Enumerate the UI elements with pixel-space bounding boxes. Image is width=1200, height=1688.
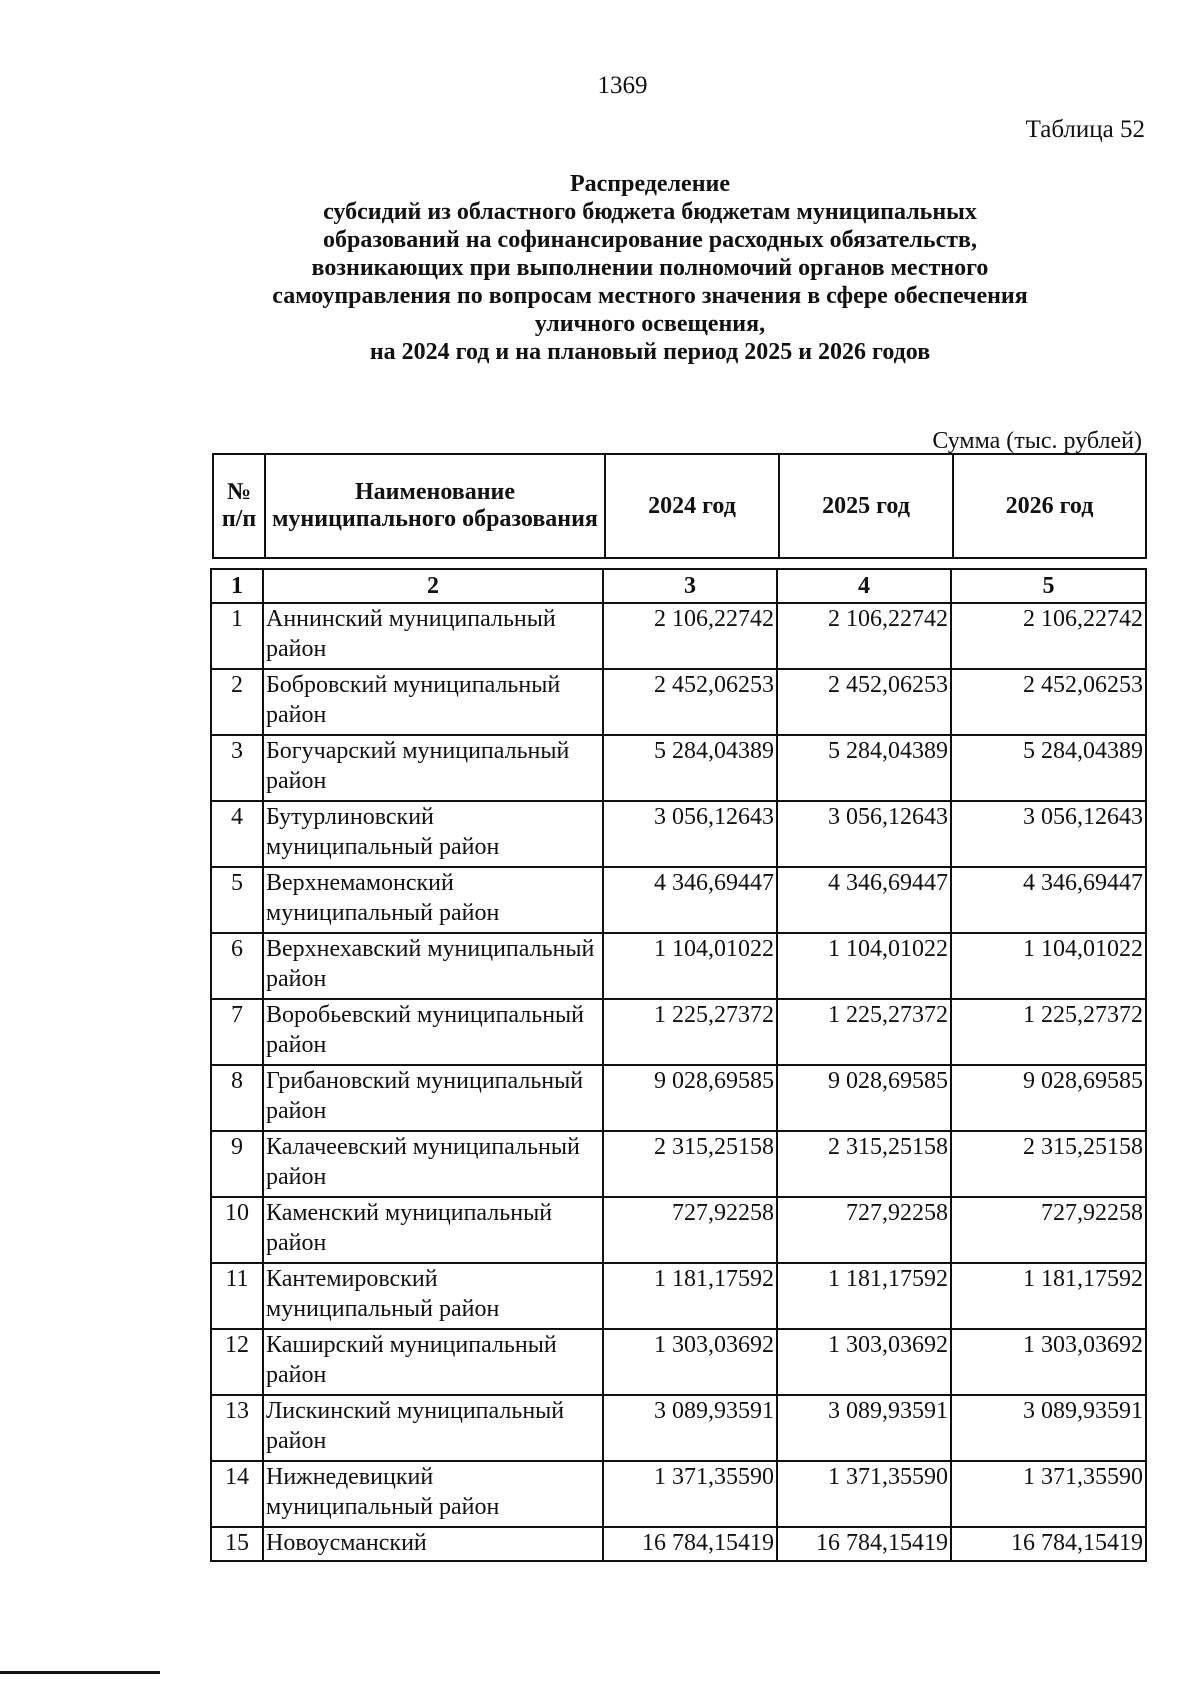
value-2026: 2 315,25158: [951, 1131, 1146, 1197]
value-2026: 1 371,35590: [951, 1461, 1146, 1527]
value-2025: 2 106,22742: [777, 603, 951, 669]
column-index: 2: [263, 569, 603, 603]
value-2024: 1 104,01022: [603, 933, 777, 999]
municipality-name: Новоусманский: [263, 1527, 603, 1561]
column-index: 4: [777, 569, 951, 603]
value-2024: 5 284,04389: [603, 735, 777, 801]
municipality-name: Кантемировский муниципальный район: [263, 1263, 603, 1329]
table-row: [211, 999, 1146, 1065]
municipality-name: Бобровский муниципальный район: [263, 669, 603, 735]
title-line: возникающих при выполнении полномочий органов местного: [311, 255, 989, 281]
municipality-name: Лискинский муниципальный район: [263, 1395, 603, 1461]
table-row: [211, 1395, 1146, 1461]
value-2025: 5 284,04389: [777, 735, 951, 801]
header-num: № п/п: [213, 454, 265, 558]
table-row: [211, 1329, 1146, 1395]
municipality-name: Калачеевский муниципальный район: [263, 1131, 603, 1197]
value-2026: 727,92258: [951, 1197, 1146, 1263]
value-2024: 727,92258: [603, 1197, 777, 1263]
value-2026: 1 303,03692: [951, 1329, 1146, 1395]
value-2025: 1 303,03692: [777, 1329, 951, 1395]
table-row: [211, 669, 1146, 735]
column-index: 3: [603, 569, 777, 603]
header-2024: 2024 год: [605, 454, 779, 558]
municipality-name: Каширский муниципальный район: [263, 1329, 603, 1395]
value-2026: 5 284,04389: [951, 735, 1146, 801]
header-2025: 2025 год: [779, 454, 953, 558]
row-number: 13: [211, 1395, 263, 1461]
document-title: [160, 170, 1140, 366]
row-number: 5: [211, 867, 263, 933]
value-2024: 16 784,15419: [603, 1527, 777, 1561]
table-header: [212, 453, 1147, 559]
header-2026: 2026 год: [953, 454, 1146, 558]
municipality-name: Бутурлиновский муниципальный район: [263, 801, 603, 867]
municipality-name: Нижнедевицкий муниципальный район: [263, 1461, 603, 1527]
row-number: 14: [211, 1461, 263, 1527]
value-2024: 1 181,17592: [603, 1263, 777, 1329]
value-2024: 3 056,12643: [603, 801, 777, 867]
value-2026: 1 225,27372: [951, 999, 1146, 1065]
value-2024: 2 452,06253: [603, 669, 777, 735]
table-row: [211, 801, 1146, 867]
table-row: [211, 1197, 1146, 1263]
subsidy-table: [210, 568, 1147, 1562]
municipality-name: Верхнехавский муниципальный район: [263, 933, 603, 999]
title-line: субсидий из областного бюджета бюджетам муниципальных: [323, 199, 977, 225]
value-2025: 1 181,17592: [777, 1263, 951, 1329]
page-number: 1369: [597, 72, 648, 99]
value-2026: 3 089,93591: [951, 1395, 1146, 1461]
table-row: [211, 735, 1146, 801]
title-line: образований на софинансирование расходных обязательств,: [323, 227, 977, 253]
table-row: [211, 1461, 1146, 1527]
table-row: [211, 867, 1146, 933]
row-number: 4: [211, 801, 263, 867]
municipality-name: Грибановский муниципальный район: [263, 1065, 603, 1131]
units-note: Сумма (тыс. рублей): [932, 428, 1142, 454]
table-row: [211, 933, 1146, 999]
column-index: 1: [211, 569, 263, 603]
municipality-name: Каменский муниципальный район: [263, 1197, 603, 1263]
value-2025: 3 056,12643: [777, 801, 951, 867]
value-2026: 1 104,01022: [951, 933, 1146, 999]
municipality-name: Аннинский муниципальный район: [263, 603, 603, 669]
value-2026: 16 784,15419: [951, 1527, 1146, 1561]
table-row: [211, 603, 1146, 669]
value-2024: 1 371,35590: [603, 1461, 777, 1527]
row-number: 15: [211, 1527, 263, 1561]
value-2025: 727,92258: [777, 1197, 951, 1263]
row-number: 9: [211, 1131, 263, 1197]
table-row: [211, 1527, 1146, 1561]
footer-rule: [0, 1671, 160, 1674]
value-2025: 1 225,27372: [777, 999, 951, 1065]
row-number: 1: [211, 603, 263, 669]
title-line: на 2024 год и на плановый период 2025 и 2026 годов: [369, 339, 931, 365]
value-2026: 2 106,22742: [951, 603, 1146, 669]
row-number: 11: [211, 1263, 263, 1329]
value-2026: 2 452,06253: [951, 669, 1146, 735]
value-2025: 16 784,15419: [777, 1527, 951, 1561]
title-line: самоуправления по вопросам местного значения в сфере обеспечения: [272, 283, 1028, 309]
municipality-name: Воробьевский муниципальный район: [263, 999, 603, 1065]
value-2026: 1 181,17592: [951, 1263, 1146, 1329]
row-number: 6: [211, 933, 263, 999]
value-2025: 4 346,69447: [777, 867, 951, 933]
value-2025: 9 028,69585: [777, 1065, 951, 1131]
value-2024: 1 303,03692: [603, 1329, 777, 1395]
value-2024: 4 346,69447: [603, 867, 777, 933]
value-2024: 9 028,69585: [603, 1065, 777, 1131]
title-line: Распределение: [569, 171, 731, 197]
value-2026: 9 028,69585: [951, 1065, 1146, 1131]
value-2025: 1 104,01022: [777, 933, 951, 999]
column-index: 5: [951, 569, 1146, 603]
municipality-name: Богучарский муниципальный район: [263, 735, 603, 801]
row-number: 3: [211, 735, 263, 801]
municipality-name: Верхнемамонский муниципальный район: [263, 867, 603, 933]
value-2025: 3 089,93591: [777, 1395, 951, 1461]
value-2026: 4 346,69447: [951, 867, 1146, 933]
value-2024: 2 106,22742: [603, 603, 777, 669]
value-2026: 3 056,12643: [951, 801, 1146, 867]
value-2024: 1 225,27372: [603, 999, 777, 1065]
header-name: Наименование муниципального образования: [265, 454, 605, 558]
table-row: [211, 1065, 1146, 1131]
table-label: Таблица 52: [1025, 116, 1145, 143]
row-number: 10: [211, 1197, 263, 1263]
value-2024: 2 315,25158: [603, 1131, 777, 1197]
row-number: 12: [211, 1329, 263, 1395]
row-number: 7: [211, 999, 263, 1065]
value-2025: 2 452,06253: [777, 669, 951, 735]
table-row: [211, 1263, 1146, 1329]
table-row: [211, 1131, 1146, 1197]
value-2025: 2 315,25158: [777, 1131, 951, 1197]
title-line: уличного освещения,: [534, 311, 766, 337]
row-number: 8: [211, 1065, 263, 1131]
row-number: 2: [211, 669, 263, 735]
column-index-row: [211, 569, 1146, 603]
value-2024: 3 089,93591: [603, 1395, 777, 1461]
value-2025: 1 371,35590: [777, 1461, 951, 1527]
